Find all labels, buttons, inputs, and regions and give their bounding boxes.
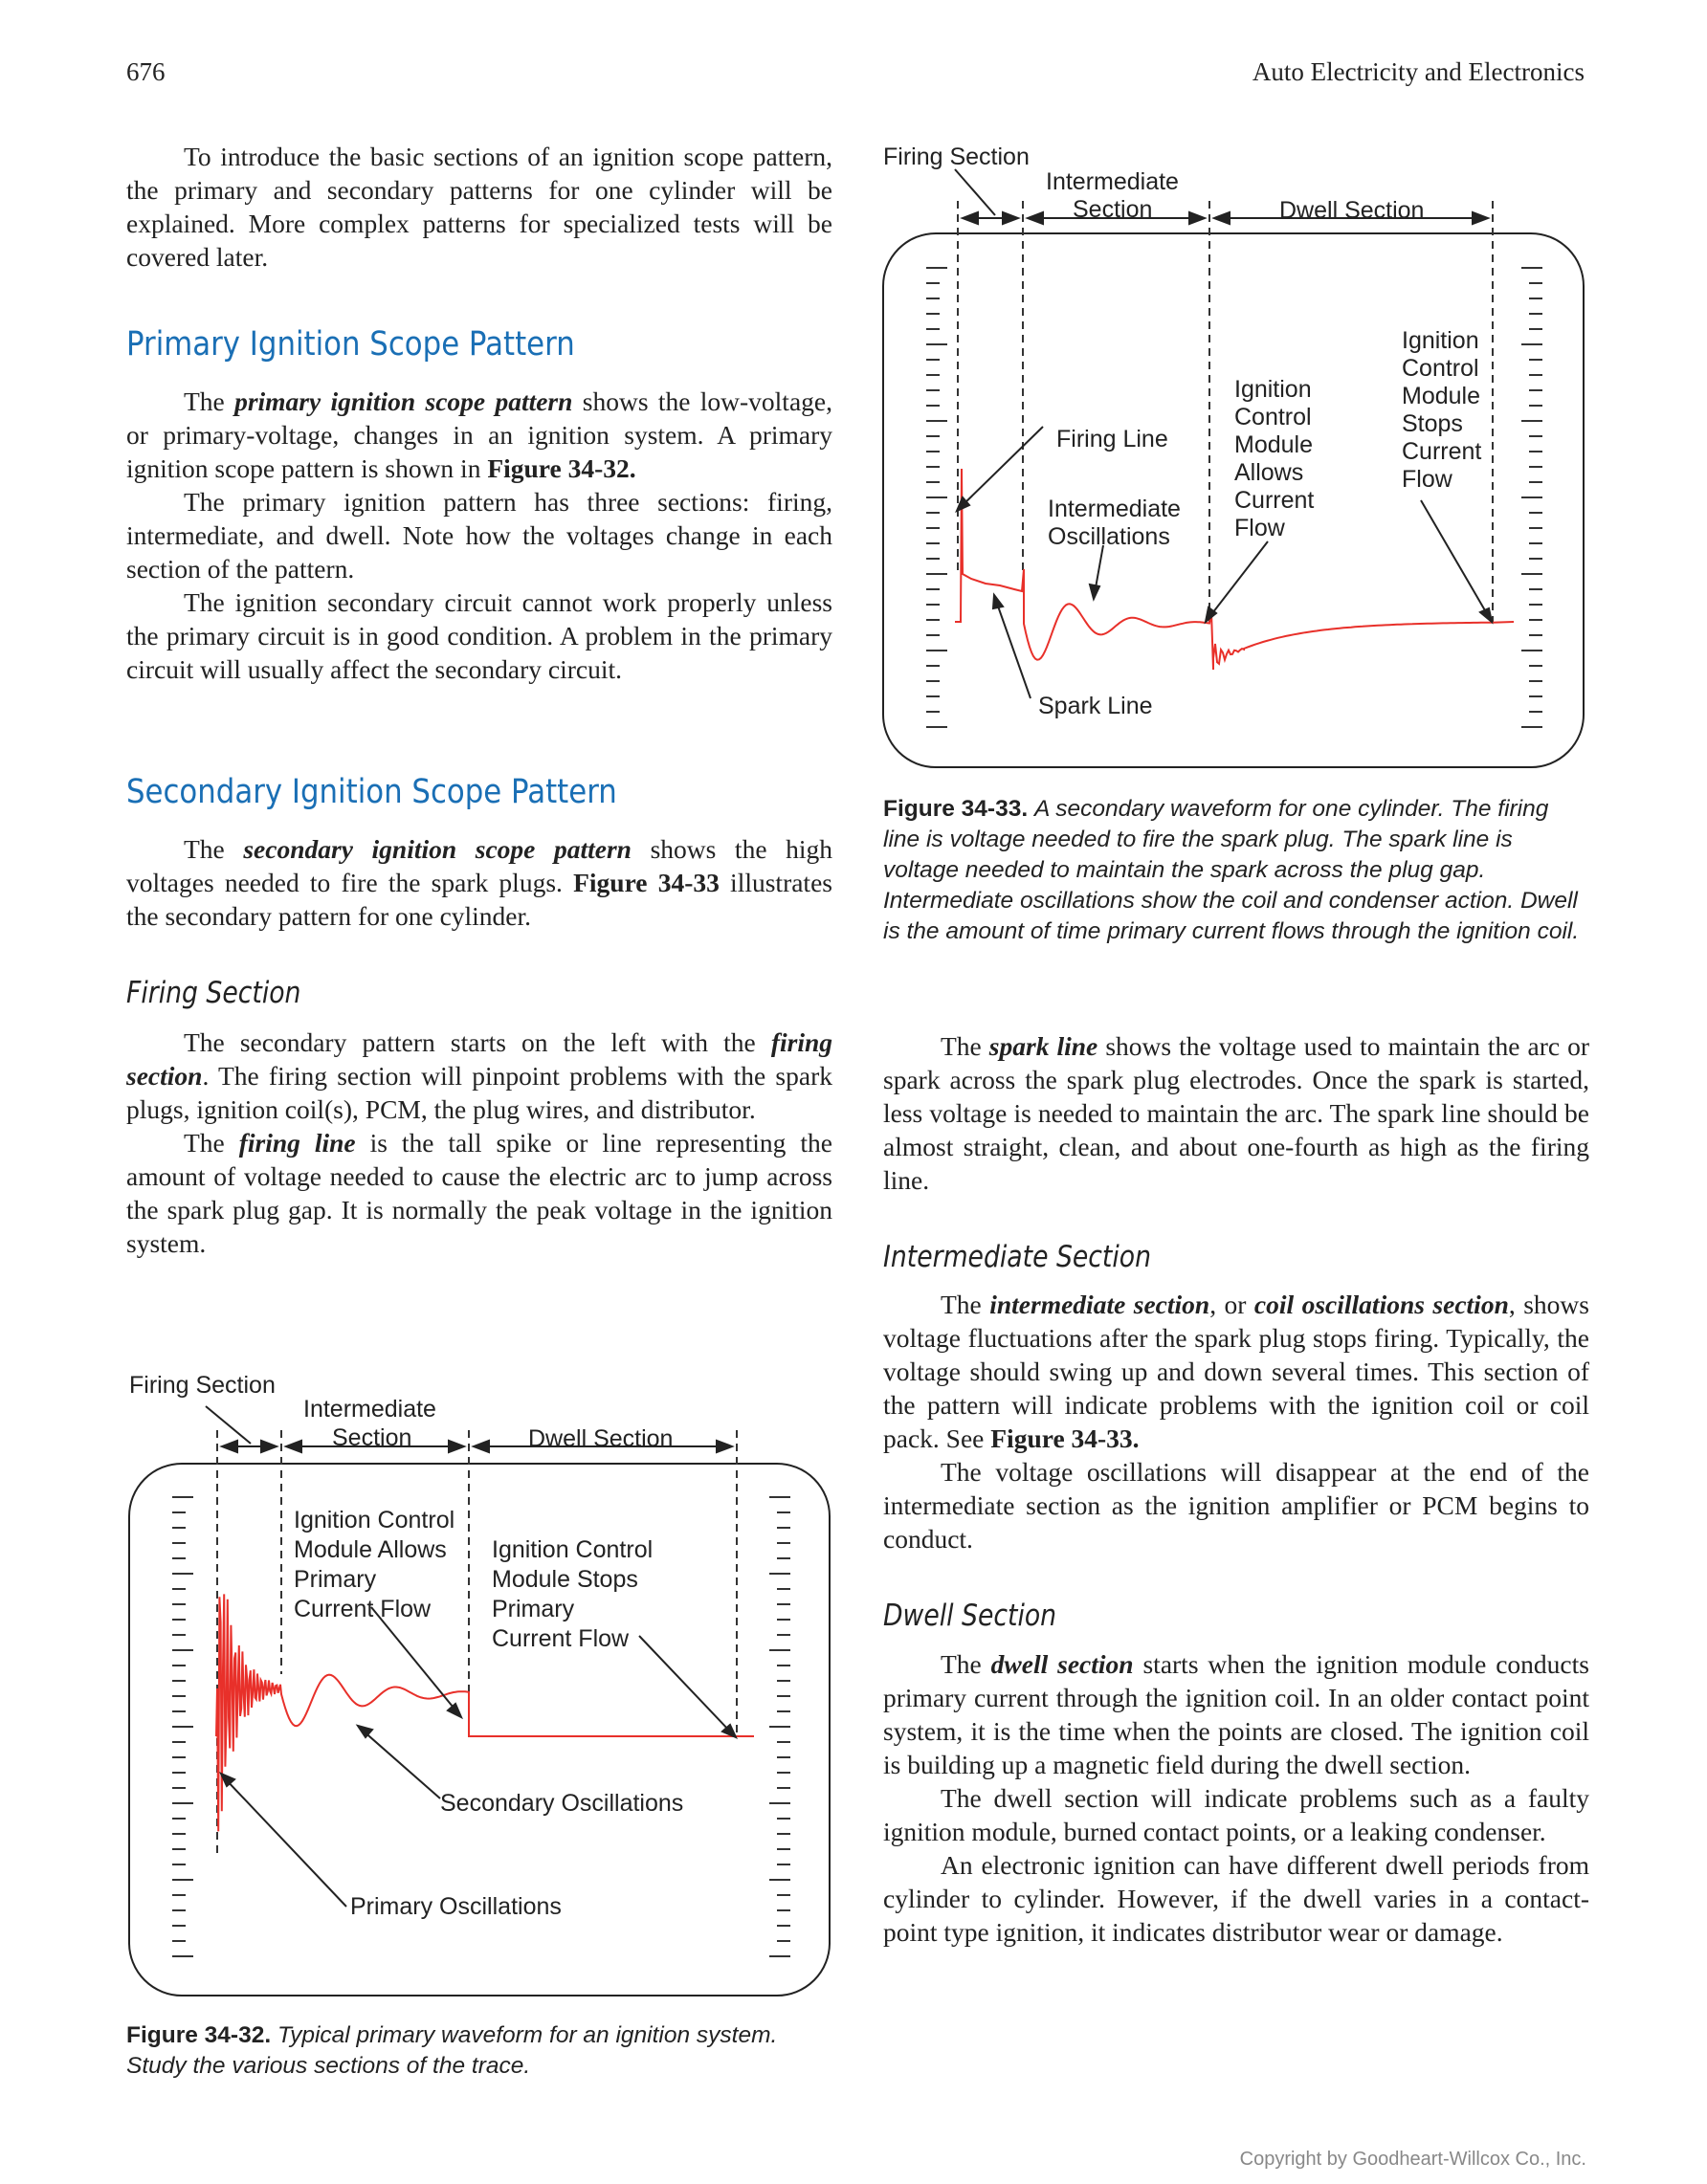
fig33-label-icm-allows-3: Module [1234,431,1313,458]
firing-section-heading: Firing Section [126,976,301,1010]
page-number: 676 [126,57,166,86]
fig33-label-icm-stops-6: Flow [1402,466,1452,493]
fig32-label-section: Section [332,1424,412,1451]
spark-line-paragraph: The spark line shows the voltage used to maintain the arc or spark across the spark plug electrodes. Once the spark is started, less voltage is needed to maintain the arc. The spark line should be almost straight, clean, and about one-fourth as high as the firing line. [883,1031,1589,1195]
running-title: Auto Electricity and Electronics [1252,57,1585,86]
fig33-label-icm-stops-2: Control [1402,355,1479,382]
fig33-label-firing-section: Firing Section [883,143,1030,170]
fig32-label-primary-osc: Primary Oscillations [350,1893,562,1920]
fig33-label-icm-allows: Ignition [1234,376,1312,403]
fig32-label-firing-section: Firing Section [129,1372,276,1399]
fig33-label-intermediate: Intermediate [1046,168,1179,195]
fig33-label-icm-allows-5: Current [1234,487,1315,514]
fig33-screen-frame [883,233,1584,767]
fig33-label-icm-stops-4: Stops [1402,410,1463,437]
intro-paragraph: To introduce the basic sections of an ignition scope pattern, the primary and secondary patterns for one cylinder will be explained. More complex patterns for specialized tests will be covered later. [126,142,832,272]
fig33-label-icm-allows-6: Flow [1234,515,1285,541]
primary-heading: Primary Ignition Scope Pattern [126,325,575,364]
fig33-label-dwell-section: Dwell Section [1279,197,1425,224]
primary-section-text: The primary ignition scope pattern shows the low-voltage, or primary-voltage, changes in an ignition system. A primary ignition scope pattern is shown in Figure 34-32. The primary ignition pattern has three sections: firing, intermediate, and dwell. Note how the voltages change in each section of the pattern. The ignition secondary circuit cannot work properly unless the primary circuit is in good condition. A problem in the primary circuit will usually affect the secondary circuit. [126,386,832,684]
fig33-label-section: Section [1073,196,1153,223]
intermediate-section-heading: Intermediate Section [883,1240,1151,1274]
fig33-label-intermediate-osc: Intermediate [1048,496,1181,522]
fig32-label-icm-stops: Ignition Control [492,1536,654,1563]
fig32-label-icm-allows-3: Primary [294,1566,377,1593]
fig32-caption: Figure 34-32. Typical primary waveform for an ignition system. Study the various sections of the trace. [126,2022,778,2079]
secondary-heading: Secondary Ignition Scope Pattern [126,773,617,811]
fig33-label-icm-allows-4: Allows [1234,459,1304,486]
fig32-label-icm-stops-4: Current Flow [492,1625,630,1652]
dwell-section-text: The dwell section starts when the ignition module conducts primary current through the ignition coil. In an older contact point system, it is the time when the points are closed. The ignition coil is building up a magnetic field during the dwell section. The dwell section will indicate problems such as a faulty ignition module, burned contact points, or a leaking condenser. An electronic ignition can have different dwell periods from cylinder to cylinder. However, if the dwell varies in a contact-point type ignition, it indicates distributor wear or damage. [883,1649,1589,1947]
firing-section-text: The secondary pattern starts on the left with the firing section. The firing section will pinpoint problems with the spark plugs, ignition coil(s), PCM, the plug wires, and distributor. The firing line is the tall spike or line representing the amount of voltage needed to cause the electric arc to jump across the spark plug gap. It is normally the peak voltage in the ignition system. [126,1027,832,1258]
fig32-label-icm-allows-4: Current Flow [294,1596,432,1622]
fig33-label-spark-line: Spark Line [1038,693,1153,719]
intermediate-section-text: The intermediate section, or coil oscillations section, shows voltage fluctuations after the spark plug stops firing. Typically, the voltage should swing up and down several times. This section of the pattern will indicate problems with the ignition coil or coil pack. See Figure 34-33. The voltage oscillations will disappear at the end of the intermediate section as the ignition amplifier or PCM begins to conduct. [883,1290,1589,1554]
dwell-section-heading: Dwell Section [883,1599,1057,1633]
fig32-label-icm-allows: Ignition Control [294,1507,455,1533]
fig33-label-intermediate-osc-2: Oscillations [1048,523,1170,550]
fig32-label-icm-stops-3: Primary [492,1596,575,1622]
secondary-section-text: The secondary ignition scope pattern shows the high voltages needed to fire the spark plugs. Figure 34-33 illustrates the secondary pattern for one cylinder. [126,834,833,931]
fig32-label-dwell-section: Dwell Section [528,1425,674,1452]
fig33-label-icm-stops-3: Module [1402,383,1480,409]
fig33-label-icm-stops: Ignition [1402,327,1479,354]
fig32-label-secondary-osc: Secondary Oscillations [440,1790,684,1817]
copyright-footer: Copyright by Goodheart-Willcox Co., Inc. [1239,2149,1586,2170]
fig32-label-icm-stops-2: Module Stops [492,1566,638,1593]
fig32-label-icm-allows-2: Module Allows [294,1536,447,1563]
fig33-caption: Figure 34-33. A secondary waveform for one cylinder. The firing line is voltage needed to fire the spark plug. The spark line is voltage needed to maintain the spark across the plug gap. Intermediate oscillations show the coil and condenser action. Dwell is the amount of time primary current flows through the ignition coil. [883,796,1580,944]
fig33-label-firing-line: Firing Line [1056,426,1168,452]
fig33-label-icm-stops-5: Current [1402,438,1482,465]
fig32-label-intermediate: Intermediate [303,1396,436,1423]
fig33-label-icm-allows-2: Control [1234,404,1312,430]
